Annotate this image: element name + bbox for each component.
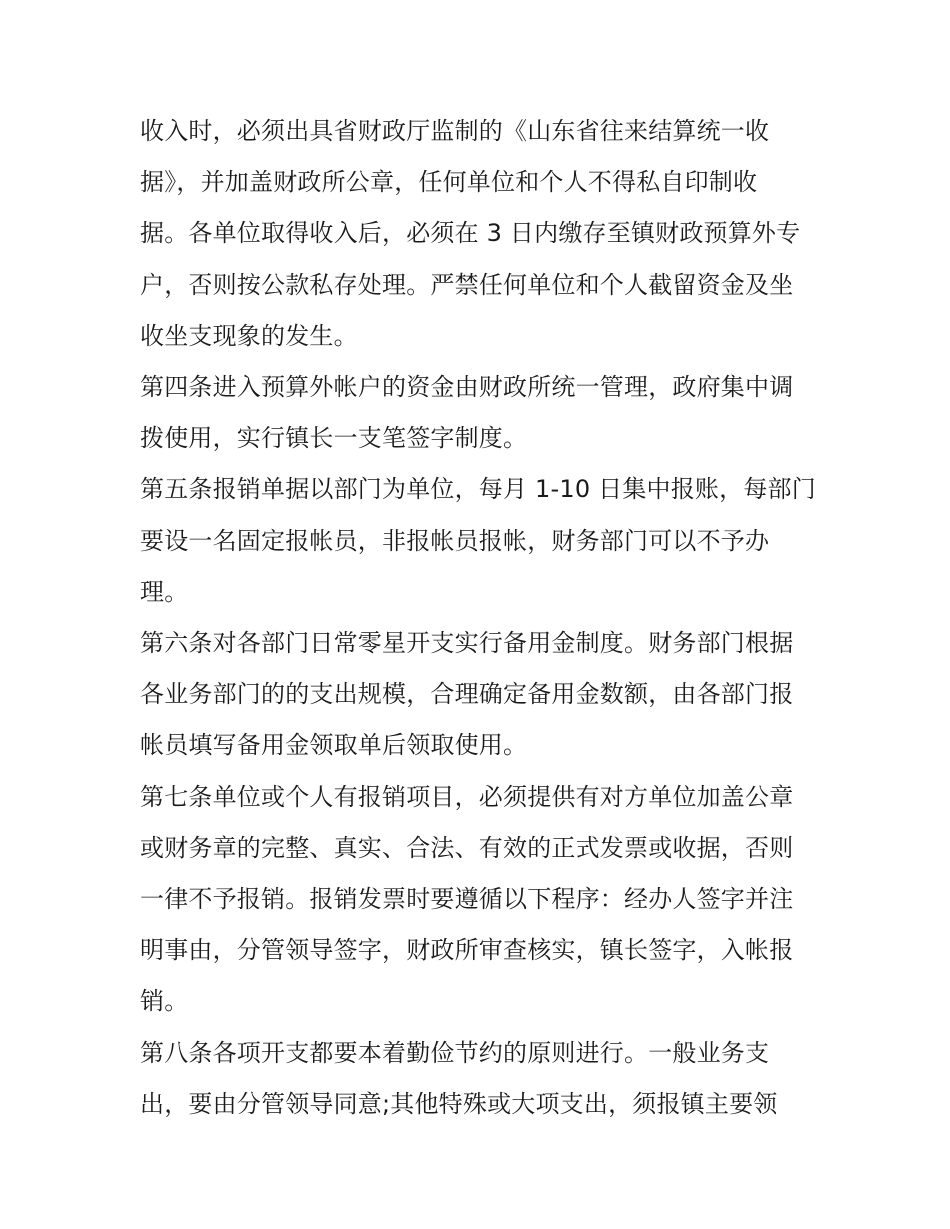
text-line: 据》，并加盖财政所公章，任何单位和个人不得私自印制收 (140, 168, 758, 197)
text-line: 出，要由分管领导同意;其他特殊或大项支出，须报镇主要领 (140, 1089, 778, 1118)
text-line: 第八条各项开支都要本着勤俭节约的原则进行。一般业务支 (140, 1038, 770, 1067)
text-line: 第五条报销单据以部门为单位，每月 1-10 日集中报账，每部门 (140, 475, 816, 504)
text-line: 明事由，分管领导签字，财政所审查核实，镇长签字，入帐报 (140, 936, 794, 965)
text-line: 第六条对各部门日常零星开支实行备用金制度。财务部门根据 (140, 629, 794, 658)
text-line: 或财务章的完整、真实、合法、有效的正式发票或收据，否则 (140, 833, 794, 862)
text-line: 理。 (140, 577, 189, 606)
text-line: 据。各单位取得收入后，必须在 3 日内缴存至镇财政预算外专 (140, 219, 801, 248)
text-line: 收入时，必须出具省财政厅监制的《山东省往来结算统一收 (140, 117, 770, 145)
text-line: 销。 (140, 987, 189, 1016)
text-line: 一律不予报销。报销发票时要遵循以下程序：经办人签字并注 (140, 885, 794, 914)
text-line: 户，否则按公款私存处理。严禁任何单位和个人截留资金及坐 (140, 270, 794, 299)
text-line: 各业务部门的的支出规模，合理确定备用金数额，由各部门报 (140, 680, 794, 709)
text-line: 帐员填写备用金领取单后领取使用。 (140, 731, 528, 760)
text-line: 要设一名固定报帐员，非报帐员报帐，财务部门可以不予办 (140, 526, 770, 555)
text-line: 拨使用，实行镇长一支笔签字制度。 (140, 424, 528, 453)
text-line: 第七条单位或个人有报销项目，必须提供有对方单位加盖公章 (140, 782, 794, 811)
text-line: 第四条进入预算外帐户的资金由财政所统一管理，政府集中调 (140, 373, 794, 402)
text-line: 收坐支现象的发生。 (140, 321, 358, 350)
document-body (140, 106, 816, 1130)
